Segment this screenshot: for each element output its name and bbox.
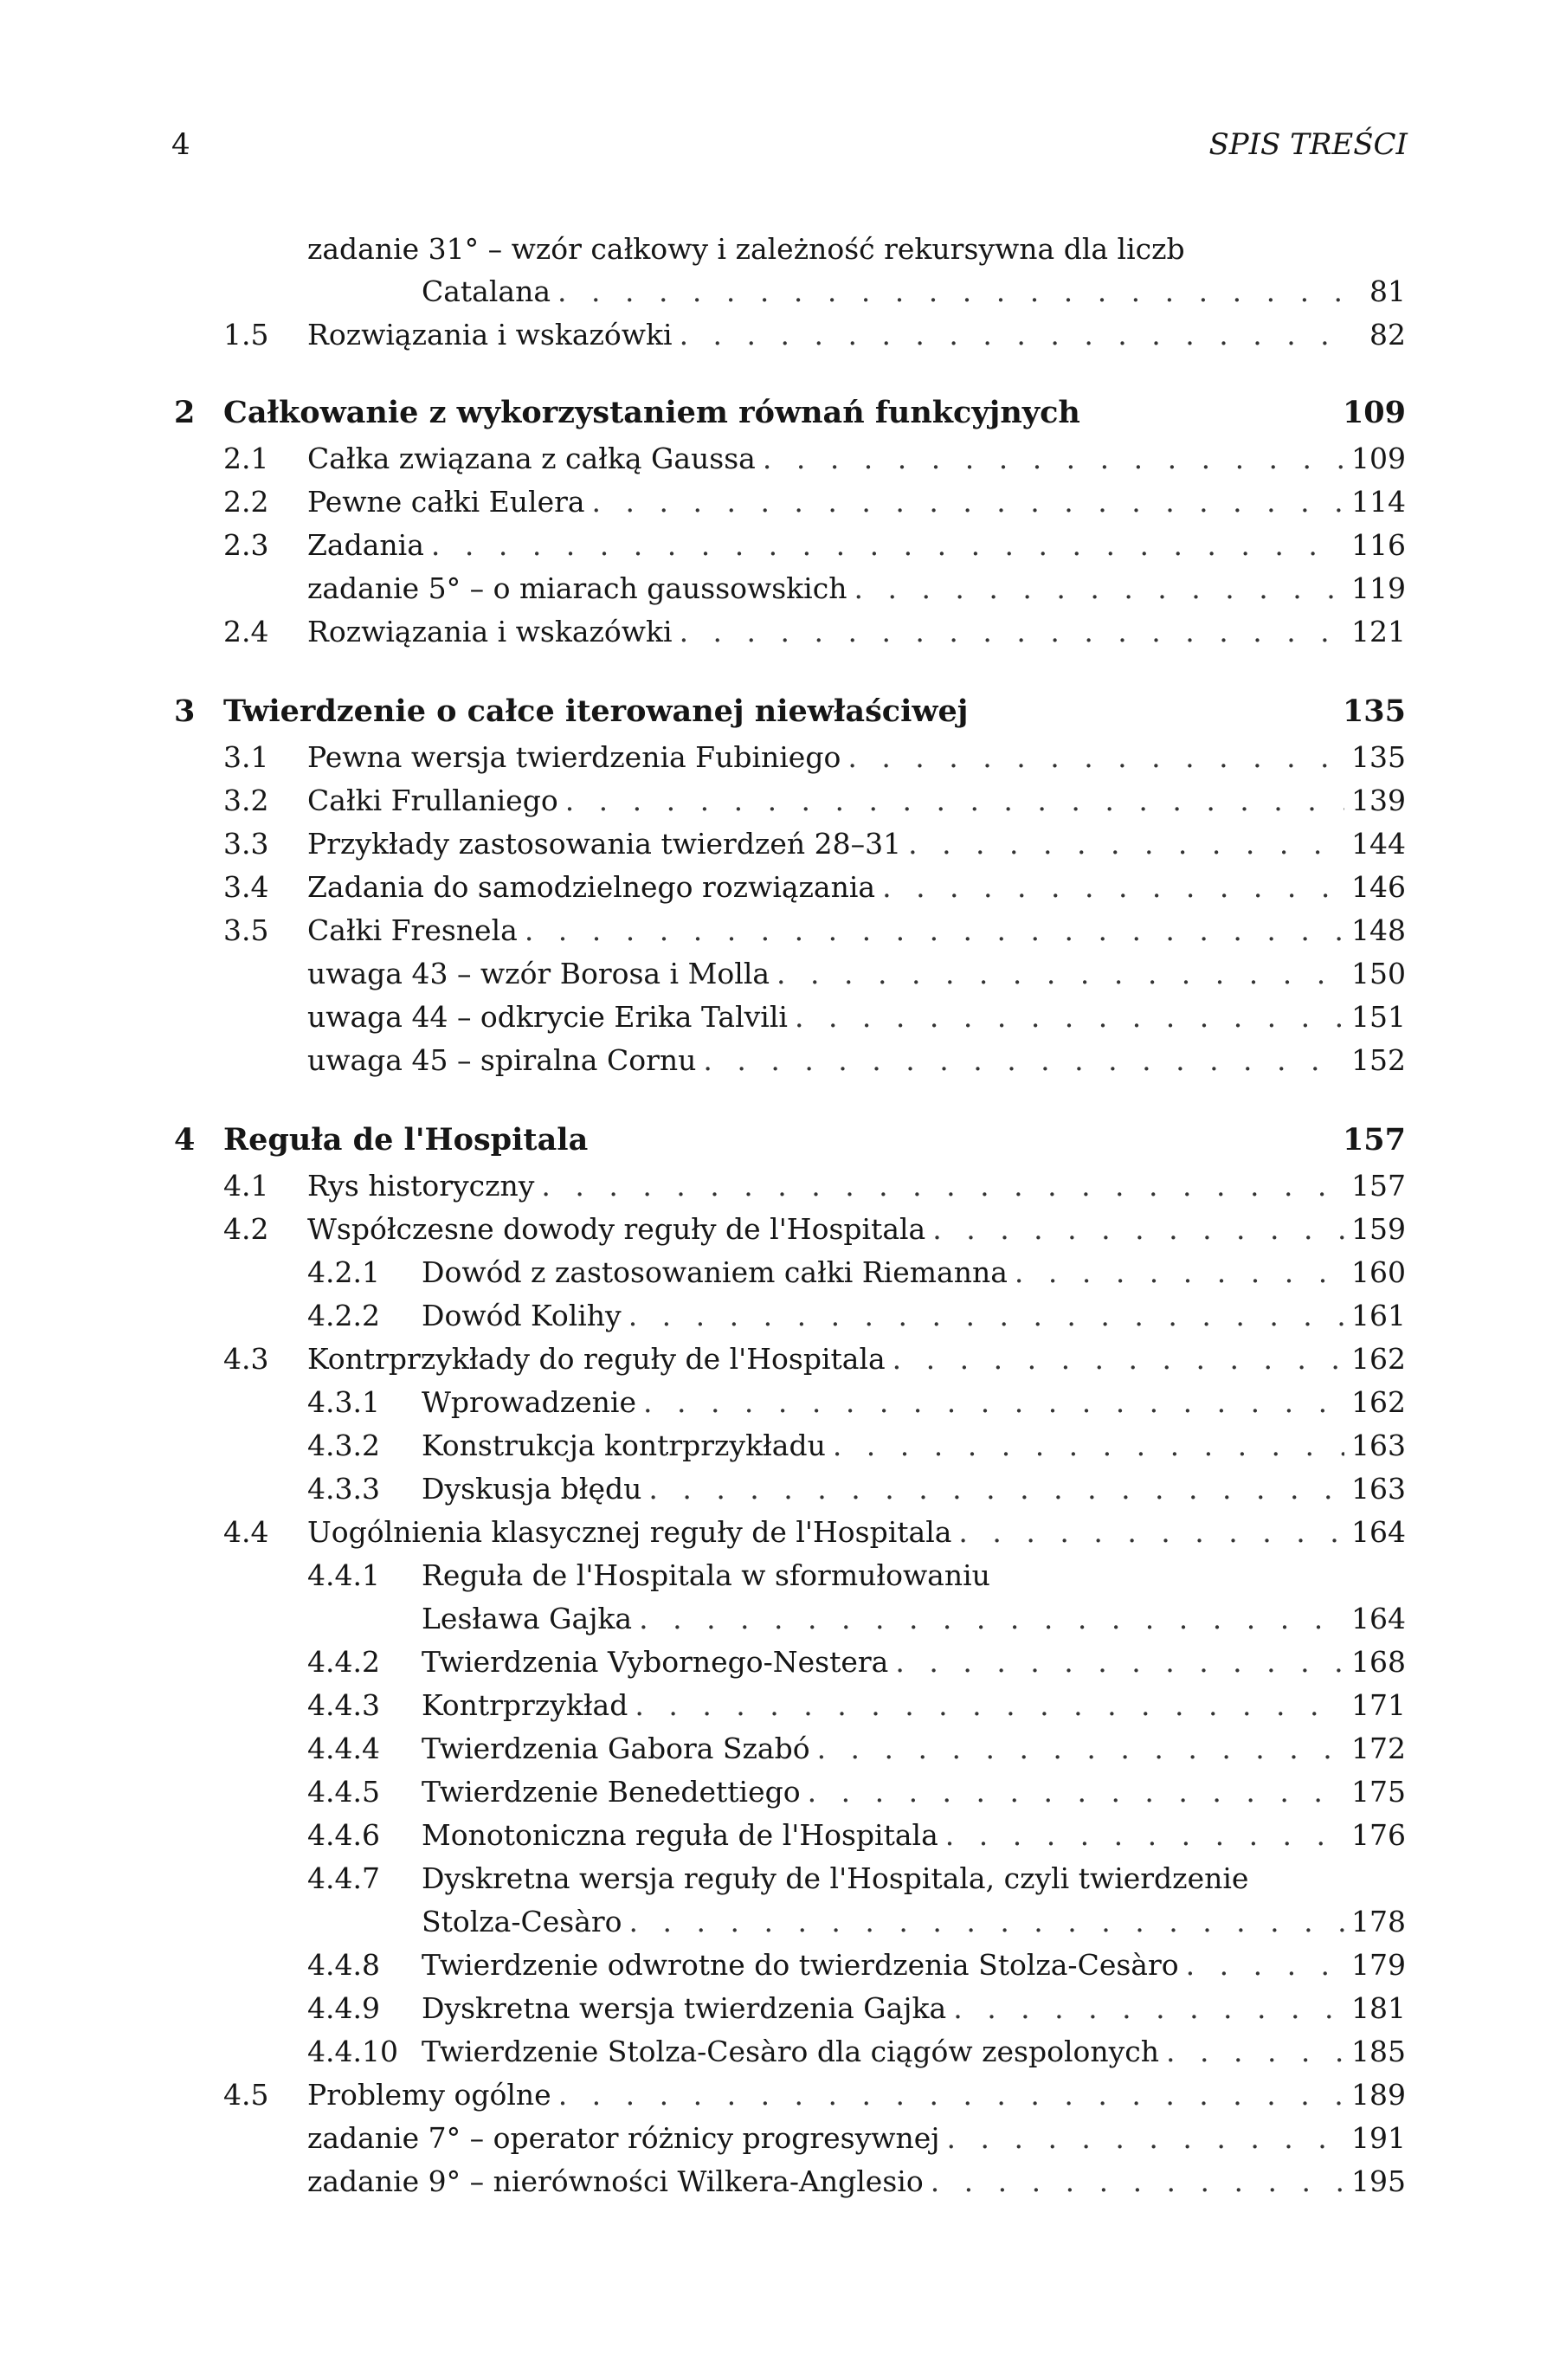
dot-leader — [932, 1208, 1344, 1251]
dot-leader — [629, 1900, 1344, 1944]
toc-entry-title: Dowód z zastosowaniem całki Riemanna — [422, 1255, 1008, 1289]
toc-entry — [0, 481, 1553, 524]
toc-entry — [0, 1511, 1553, 1554]
toc-entry — [0, 822, 1553, 866]
dot-leader — [847, 736, 1344, 779]
dot-leader — [776, 952, 1344, 996]
toc-entry-page: 162 — [1351, 1385, 1406, 1419]
dot-leader — [628, 1294, 1344, 1338]
toc-entry-title: zadanie 7° – operator różnicy progresywnej — [307, 2121, 940, 2155]
toc-entry-number: 2.1 — [223, 442, 269, 475]
dot-leader — [431, 524, 1344, 567]
toc-entry-title: Uogólnienia klasycznej reguły de l'Hospitala — [307, 1515, 952, 1549]
toc-entry-title: Monotoniczna reguła de l'Hospitala — [422, 1818, 938, 1852]
toc-entry-page: 146 — [1351, 870, 1406, 904]
dot-leader — [763, 437, 1344, 481]
page-number: 4 — [171, 127, 190, 162]
dot-leader — [945, 1814, 1344, 1857]
toc-entry-page: 176 — [1351, 1818, 1406, 1852]
toc-entry-page: 168 — [1351, 1645, 1406, 1679]
toc-entry-title: zadanie 9° – nierówności Wilkera-Anglesio — [307, 2164, 924, 2198]
toc-entry-title: uwaga 43 – wzór Borosa i Molla — [307, 957, 770, 990]
toc-entry-page: 175 — [1351, 1775, 1406, 1809]
toc-entry-title: uwaga 45 – spiralna Cornu — [307, 1043, 697, 1077]
toc-entry — [0, 2117, 1553, 2160]
dot-leader — [558, 2074, 1344, 2117]
toc-entry — [0, 2074, 1553, 2117]
toc-entry-number: 3.5 — [223, 913, 269, 947]
toc-entry-number: 4.4.10 — [307, 2035, 398, 2068]
toc-entry-page: 116 — [1351, 528, 1406, 562]
toc-entry-number: 3.3 — [223, 827, 269, 861]
dot-leader — [565, 779, 1344, 822]
toc-entry-number: 4 — [174, 1122, 196, 1158]
dot-leader — [525, 909, 1344, 952]
toc-entry — [0, 1554, 1553, 1597]
dot-leader — [795, 996, 1344, 1039]
toc-entry-title: Reguła de l'Hospitala — [223, 1122, 589, 1158]
dot-leader — [703, 1039, 1344, 1082]
toc-entry — [0, 2160, 1553, 2203]
toc-entry-title: Przykłady zastosowania twierdzeń 28–31 — [307, 827, 902, 861]
dot-leader — [1166, 2030, 1344, 2074]
toc-entry-number: 4.1 — [223, 1169, 269, 1203]
toc-entry-page: 139 — [1351, 784, 1406, 817]
toc-entry — [0, 1208, 1553, 1251]
toc-entry-page: 82 — [1369, 318, 1406, 352]
toc-entry-number: 4.4.7 — [307, 1861, 380, 1895]
toc-entry-title: Twierdzenie o całce iterowanej niewłaściwej — [223, 693, 969, 729]
toc-entry — [0, 1857, 1553, 1900]
toc-entry — [0, 1381, 1553, 1424]
toc-entry-number: 4.4.8 — [307, 1948, 380, 1982]
toc-entry-page: 159 — [1351, 1212, 1406, 1246]
toc-entry-page: 148 — [1351, 913, 1406, 947]
dot-leader — [854, 567, 1344, 610]
toc-entry-title: Dyskretna wersja reguły de l'Hospitala, czyli twierdzenie — [422, 1861, 1249, 1895]
toc-entry-number: 2 — [174, 395, 196, 430]
toc-entry — [0, 270, 1553, 313]
dot-leader — [648, 1467, 1344, 1511]
toc-entry-number: 4.3 — [223, 1342, 269, 1376]
toc-entry-page: 181 — [1351, 1991, 1406, 2025]
dot-leader — [1186, 1944, 1344, 1987]
toc-entry-page: 162 — [1351, 1342, 1406, 1376]
toc-entry-page: 164 — [1351, 1515, 1406, 1549]
toc-entry-page: 179 — [1351, 1948, 1406, 1982]
toc-entry-page: 157 — [1351, 1169, 1406, 1203]
toc-entry-title: Pewne całki Eulera — [307, 485, 585, 519]
toc-entry — [0, 437, 1553, 481]
toc-entry — [0, 1944, 1553, 1987]
toc-entry — [0, 524, 1553, 567]
toc-entry — [0, 1039, 1553, 1082]
toc-entry — [0, 1597, 1553, 1641]
dot-leader — [817, 1727, 1344, 1770]
toc-entry-title: Rozwiązania i wskazówki — [307, 615, 673, 648]
toc-entry-number: 4.4.1 — [307, 1558, 380, 1592]
dot-leader — [680, 313, 1350, 357]
toc-entry — [0, 1727, 1553, 1770]
toc-entry-title: Dyskusja błędu — [422, 1472, 642, 1506]
toc-entry — [0, 1424, 1553, 1467]
toc-entry — [0, 1987, 1553, 2030]
running-title: SPIS TREŚCI — [1208, 127, 1408, 162]
dot-leader — [953, 1987, 1344, 2030]
toc-chapter — [0, 1119, 1553, 1162]
dot-leader — [808, 1770, 1344, 1814]
toc-entry-title: uwaga 44 – odkrycie Erika Talvili — [307, 1000, 788, 1034]
toc-entry-number: 2.4 — [223, 615, 269, 648]
toc-entry-number: 4.4.2 — [307, 1645, 380, 1679]
dot-leader — [908, 822, 1344, 866]
toc-entry — [0, 779, 1553, 822]
toc-entry-number: 4.3.2 — [307, 1429, 380, 1462]
toc-entry-title: Reguła de l'Hospitala w sformułowaniu — [422, 1558, 990, 1592]
toc-entry-page: 163 — [1351, 1472, 1406, 1506]
toc-entry-number: 2.3 — [223, 528, 269, 562]
toc-entry-title: Lesława Gajka — [422, 1602, 633, 1635]
toc-entry-number: 3.4 — [223, 870, 269, 904]
toc-entry-title: Zadania — [307, 528, 424, 562]
toc-entry — [0, 1814, 1553, 1857]
toc-entry-page: 171 — [1351, 1688, 1406, 1722]
toc-entry-page: 81 — [1369, 274, 1406, 308]
toc-entry-number: 4.3.1 — [307, 1385, 380, 1419]
toc-entry-title: Zadania do samodzielnego rozwiązania — [307, 870, 876, 904]
toc-entry-title: Wprowadzenie — [422, 1385, 636, 1419]
dot-leader — [557, 270, 1350, 313]
toc-entry-page: 152 — [1351, 1043, 1406, 1077]
toc-entry-page: 195 — [1351, 2164, 1406, 2198]
dot-leader — [931, 2160, 1344, 2203]
toc-entry-page: 114 — [1351, 485, 1406, 519]
toc-entry-title: Twierdzenie Stolza-Cesàro dla ciągów zespolonych — [422, 2035, 1160, 2068]
toc-entry-number: 4.4.4 — [307, 1732, 380, 1765]
toc-entry-title: Rys historyczny — [307, 1169, 535, 1203]
toc-entry-number: 4.4 — [223, 1515, 269, 1549]
toc-entry-number: 2.2 — [223, 485, 269, 519]
toc-entry — [0, 2030, 1553, 2074]
dot-leader — [833, 1424, 1344, 1467]
toc-entry — [0, 736, 1553, 779]
toc-entry-number: 4.2.1 — [307, 1255, 380, 1289]
toc-entry-title: Kontrprzykłady do reguły de l'Hospitala — [307, 1342, 886, 1376]
dot-leader — [635, 1684, 1344, 1727]
toc-entry-title: Catalana — [422, 274, 551, 308]
toc-entry-title: Kontrprzykład — [422, 1688, 628, 1722]
toc-entry — [0, 1164, 1553, 1208]
toc-entry — [0, 228, 1553, 271]
toc-entry-title: Stolza-Cesàro — [422, 1905, 622, 1938]
toc-entry — [0, 1294, 1553, 1338]
dot-leader — [882, 866, 1344, 909]
toc-entry — [0, 866, 1553, 909]
toc-entry-title: Konstrukcja kontrprzykładu — [422, 1429, 826, 1462]
toc-entry-page: 163 — [1351, 1429, 1406, 1462]
toc-entry — [0, 610, 1553, 654]
toc-entry — [0, 996, 1553, 1039]
toc-entry-title: Twierdzenie odwrotne do twierdzenia Stolza-Cesàro — [422, 1948, 1179, 1982]
dot-leader — [1015, 1251, 1344, 1294]
toc-entry — [0, 1641, 1553, 1684]
toc-entry — [0, 567, 1553, 610]
toc-entry-page: 151 — [1351, 1000, 1406, 1034]
toc-entry-title: Dyskretna wersja twierdzenia Gajka — [422, 1991, 947, 2025]
dot-leader — [895, 1641, 1344, 1684]
toc-entry-title: Całki Frullaniego — [307, 784, 558, 817]
toc-entry-page: 121 — [1351, 615, 1406, 648]
toc-entry-number: 3.2 — [223, 784, 269, 817]
toc-entry — [0, 1770, 1553, 1814]
toc-entry — [0, 1900, 1553, 1944]
toc-entry-number: 4.2 — [223, 1212, 269, 1246]
toc-entry-page: 160 — [1351, 1255, 1406, 1289]
toc-entry-title: Twierdzenie Benedettiego — [422, 1775, 801, 1809]
dot-leader — [592, 481, 1344, 524]
toc-entry-title: Dowód Kolihy — [422, 1299, 622, 1332]
toc-entry-number: 4.4.6 — [307, 1818, 380, 1852]
toc-entry — [0, 952, 1553, 996]
toc-entry-title: Rozwiązania i wskazówki — [307, 318, 673, 352]
toc-entry — [0, 1338, 1553, 1381]
toc-entry-number: 3 — [174, 693, 196, 729]
toc-entry-number: 1.5 — [223, 318, 269, 352]
dot-leader — [639, 1597, 1344, 1641]
toc-entry-page: 157 — [1342, 1122, 1406, 1158]
toc-entry-title: Twierdzenia Vybornego-Nestera — [422, 1645, 889, 1679]
toc-entry-number: 4.4.5 — [307, 1775, 380, 1809]
toc-entry-number: 4.5 — [223, 2078, 269, 2112]
dot-leader — [892, 1338, 1344, 1381]
toc-entry-page: 119 — [1351, 571, 1406, 605]
toc-chapter — [0, 391, 1553, 435]
toc-entry-title: zadanie 31° – wzór całkowy i zależność rekursywna dla liczb — [307, 232, 1185, 266]
toc-entry-page: 164 — [1351, 1602, 1406, 1635]
dot-leader — [947, 2117, 1344, 2160]
dot-leader — [541, 1164, 1344, 1208]
toc-entry-page: 185 — [1351, 2035, 1406, 2068]
toc-entry-page: 178 — [1351, 1905, 1406, 1938]
toc-entry-title: Całkowanie z wykorzystaniem równań funkcyjnych — [223, 395, 1080, 430]
toc-entry-page: 189 — [1351, 2078, 1406, 2112]
toc-entry-number: 4.4.3 — [307, 1688, 380, 1722]
toc-entry — [0, 1467, 1553, 1511]
dot-leader — [958, 1511, 1344, 1554]
toc-entry — [0, 1251, 1553, 1294]
toc-entry-page: 150 — [1351, 957, 1406, 990]
dot-leader — [643, 1381, 1344, 1424]
toc-entry — [0, 909, 1553, 952]
toc-chapter — [0, 690, 1553, 733]
toc-entry-page: 135 — [1342, 693, 1406, 729]
toc-entry-number: 4.3.3 — [307, 1472, 380, 1506]
dot-leader — [680, 610, 1344, 654]
toc-entry-title: Problemy ogólne — [307, 2078, 551, 2112]
toc-entry-page: 191 — [1351, 2121, 1406, 2155]
toc-entry-page: 135 — [1351, 740, 1406, 774]
toc-entry-title: Pewna wersja twierdzenia Fubiniego — [307, 740, 841, 774]
toc-entry — [0, 313, 1553, 357]
toc-entry-number: 3.1 — [223, 740, 269, 774]
toc-entry — [0, 1684, 1553, 1727]
toc-entry-number: 4.2.2 — [307, 1299, 380, 1332]
toc-entry-title: Całka związana z całką Gaussa — [307, 442, 756, 475]
toc-entry-page: 109 — [1351, 442, 1406, 475]
toc-entry-title: Twierdzenia Gabora Szabó — [422, 1732, 810, 1765]
toc-entry-page: 161 — [1351, 1299, 1406, 1332]
toc-entry-page: 172 — [1351, 1732, 1406, 1765]
toc-entry-title: Współczesne dowody reguły de l'Hospitala — [307, 1212, 926, 1246]
toc-entry-number: 4.4.9 — [307, 1991, 380, 2025]
toc-entry-page: 109 — [1342, 395, 1406, 430]
toc-entry-title: zadanie 5° – o miarach gaussowskich — [307, 571, 847, 605]
toc-entry-page: 144 — [1351, 827, 1406, 861]
toc-entry-title: Całki Fresnela — [307, 913, 518, 947]
